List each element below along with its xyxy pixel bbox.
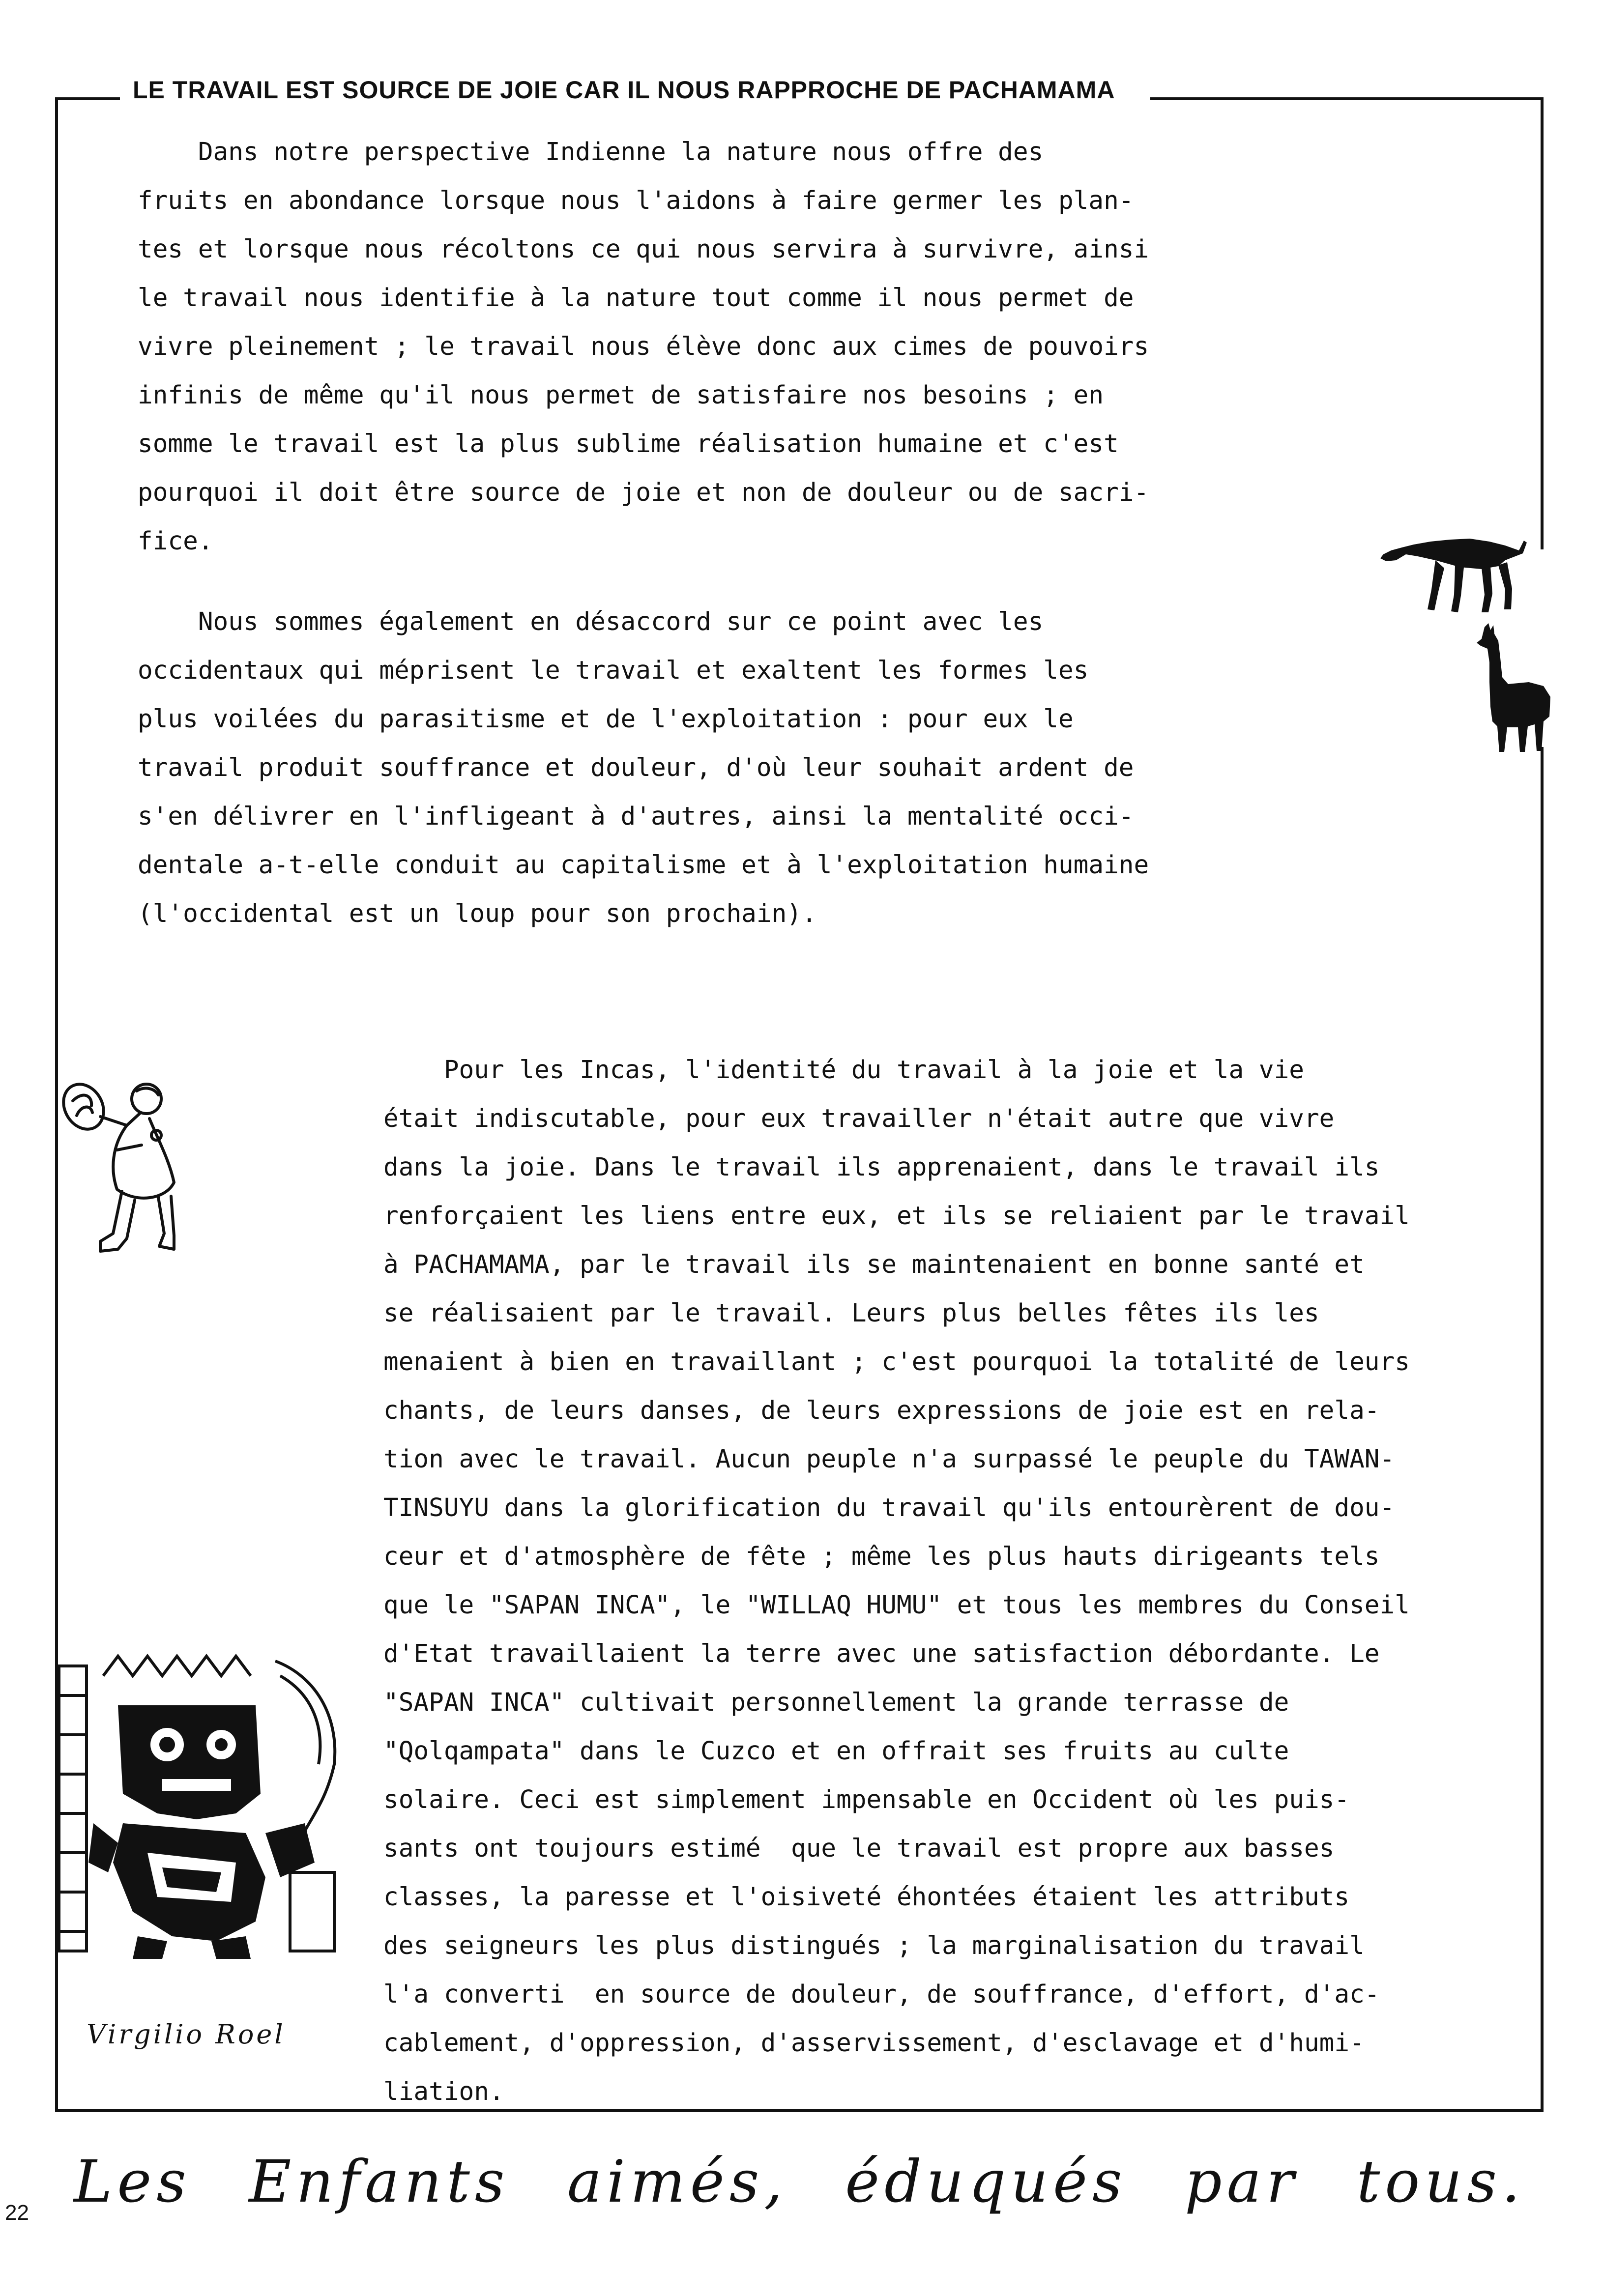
frame-border-top-left (55, 97, 120, 100)
paragraph-3: Pour les Incas, l'identité du travail à la joie et la vie était indiscutable, pour eux travailler n'était autre que vivre dans la joie. Dans le travail ils apprenaient, dans le travail ils renforçaient les liens entre eux, et ils se reliaient par le travail à PACHAMAMA, par le travail ils se maintenaient en bonne santé et se réalisaient par le travail. Leurs plus belles fêtes ils les menaient à bien en travaillant ; c'est pourquoi la totalité de leurs chants, de leurs danses, de leurs expressions de joie est en rela- tion avec le travail. Aucun peuple n'a surpassé le peuple du TAWAN- TINSUYU dans la glorification du travail qu'ils entourèrent de dou- ceur et d'atmosphère de fête ; même les plus hauts dirigeants tels que le "SAPAN INCA", le "WILLAQ HUMU" et tous les membres du Conseil d'Etat travaillaient la terre avec une satisfaction débordante. Le "SAPAN INCA" cultivait personnellement la grande terrasse de "Qolqampata" dans le Cuzco et en offrait ses fruits au culte solaire. Ceci est simplement impensable en Occident où les puis- sants ont toujours estimé que le travail est propre aux basses classes, la paresse et l'oisiveté éhontées étaient les attributs des seigneurs les plus distingués ; la marginalisation du travail l'a converti en source de douleur, de souffrance, d'effort, d'ac- cablement, d'oppression, d'asservissement, d'esclavage et d'humi- liation. (383, 1056, 1410, 2106)
page-title: LE TRAVAIL EST SOURCE DE JOIE CAR IL NOUS RAPPROCHE DE PACHAMAMA (133, 73, 1145, 107)
frame-border-right-lower (1541, 747, 1544, 2112)
paragraph-1: Dans notre perspective Indienne la nature nous offre des fruits en abondance lorsque nous l'aidons à faire germer les plan- tes et lorsque nous récoltons ce qui nous servira à survivre, ainsi le travail nous identifie à la nature tout comme il nous permet de vivre pleinement ; le travail nous élève donc aux cimes de pouvoirs infinis de même qu'il nous permet de satisfaire nos besoins ; en somme le travail est la plus sublime réalisation humaine et c'est pourquoi il doit être source de joie et non de douleur ou de sacri- fice. (138, 138, 1149, 556)
andean-deity-engraving (49, 1646, 349, 1961)
footer-slogan: Les Enfants aimés, éduqués par tous. (74, 2148, 1525, 2215)
page-number: 22 (5, 2201, 29, 2225)
paragraph-2: Nous sommes également en désaccord sur ce point avec les occidentaux qui méprisent le travail et exaltent les formes les plus voilées du parasitisme et de l'exploitation : pour eux le travail produit souffrance et douleur, d'où leur souhait ardent de s'en délivrer en l'infligeant à d'autres, ainsi la mentalité occi- dentale a-t-elle conduit au capitalisme et à l'exploitation humaine (l'occidental est un loup pour son prochain). (138, 607, 1149, 928)
illustration-caption: Virgilio Roel (87, 2019, 286, 2050)
runner-figure-sketch (53, 1071, 186, 1268)
frame-border-right-upper (1541, 97, 1544, 549)
frame-border-top-right (1150, 97, 1544, 100)
standing-llama-icon (1470, 623, 1553, 756)
grazing-llama-icon (1376, 531, 1529, 619)
